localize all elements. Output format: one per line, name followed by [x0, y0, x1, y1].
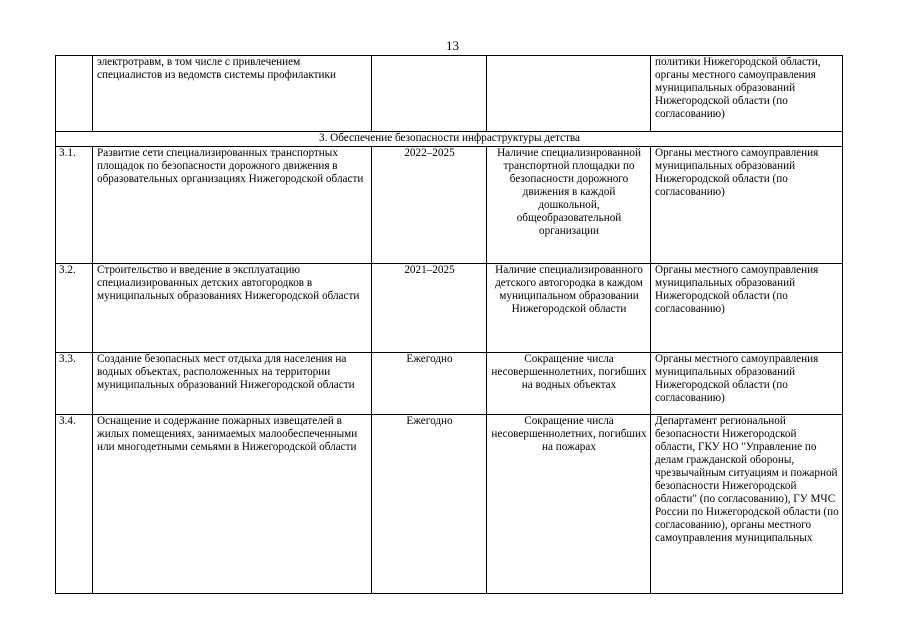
cell-responsible: политики Нижегородской области, органы местного самоуправления муниципальных образований Нижегородской области (по согласованию) [651, 56, 843, 132]
cell-measure: электротравм, в том числе с привлечением специалистов из ведомств системы профилактики [93, 56, 372, 132]
page-number: 13 [446, 38, 459, 53]
cell-result: Наличие специализированного детского автогородка в каждом муниципальном образовании Нижегородской области [487, 264, 651, 353]
table-row [56, 353, 843, 415]
cell-number: 3.2. [56, 264, 93, 353]
cell-responsible: Органы местного самоуправления муниципальных образований Нижегородской области (по согласованию) [651, 147, 843, 264]
table-row-continuation [56, 56, 843, 132]
section-title: 3. Обеспечение безопасности инфраструктуры детства [56, 132, 843, 147]
cell-period: 2021–2025 [372, 264, 487, 353]
table-row [56, 264, 843, 353]
cell-measure: Оснащение и содержание пожарных извещателей в жилых помещениях, занимаемых малообеспеченными или многодетными семьями в Нижегородской области [93, 415, 372, 594]
cell-responsible: Органы местного самоуправления муниципальных образований Нижегородской области (по согласованию) [651, 353, 843, 415]
section-header-row [56, 132, 843, 147]
cell-result: Наличие специализированной транспортной площадки по безопасности дорожного движения в каждой дошкольной, общеобразовательной организации [487, 147, 651, 264]
cell-measure: Создание безопасных мест отдыха для населения на водных объектах, расположенных на территории муниципальных образований Нижегородской области [93, 353, 372, 415]
cell-period [372, 56, 487, 132]
cell-result: Сокращение числа несовершеннолетних, погибших на водных объектах [487, 353, 651, 415]
cell-number [56, 56, 93, 132]
cell-number: 3.3. [56, 353, 93, 415]
action-plan-table [55, 55, 843, 594]
cell-period: 2022–2025 [372, 147, 487, 264]
cell-measure: Развитие сети специализированных транспортных площадок по безопасности дорожного движения в образовательных организациях Нижегородской области [93, 147, 372, 264]
cell-number: 3.1. [56, 147, 93, 264]
table-row [56, 147, 843, 264]
table-row [56, 415, 843, 594]
cell-responsible: Органы местного самоуправления муниципальных образований Нижегородской области (по согласованию) [651, 264, 843, 353]
cell-period: Ежегодно [372, 415, 487, 594]
cell-responsible: Департамент региональной безопасности Нижегородской области, ГКУ НО "Управление по делам гражданской обороны, чрезвычайным ситуациям и пожарной безопасности Нижегородской области" (по согласованию), ГУ МЧС России по Нижегородской области (по согласованию), органы местного самоуправления муниципальных [651, 415, 843, 594]
cell-period: Ежегодно [372, 353, 487, 415]
cell-result [487, 56, 651, 132]
cell-number: 3.4. [56, 415, 93, 594]
cell-measure: Строительство и введение в эксплуатацию специализированных детских автогородков в муниципальных образованиях Нижегородской области [93, 264, 372, 353]
cell-result: Сокращение числа несовершеннолетних, погибших на пожарах [487, 415, 651, 594]
